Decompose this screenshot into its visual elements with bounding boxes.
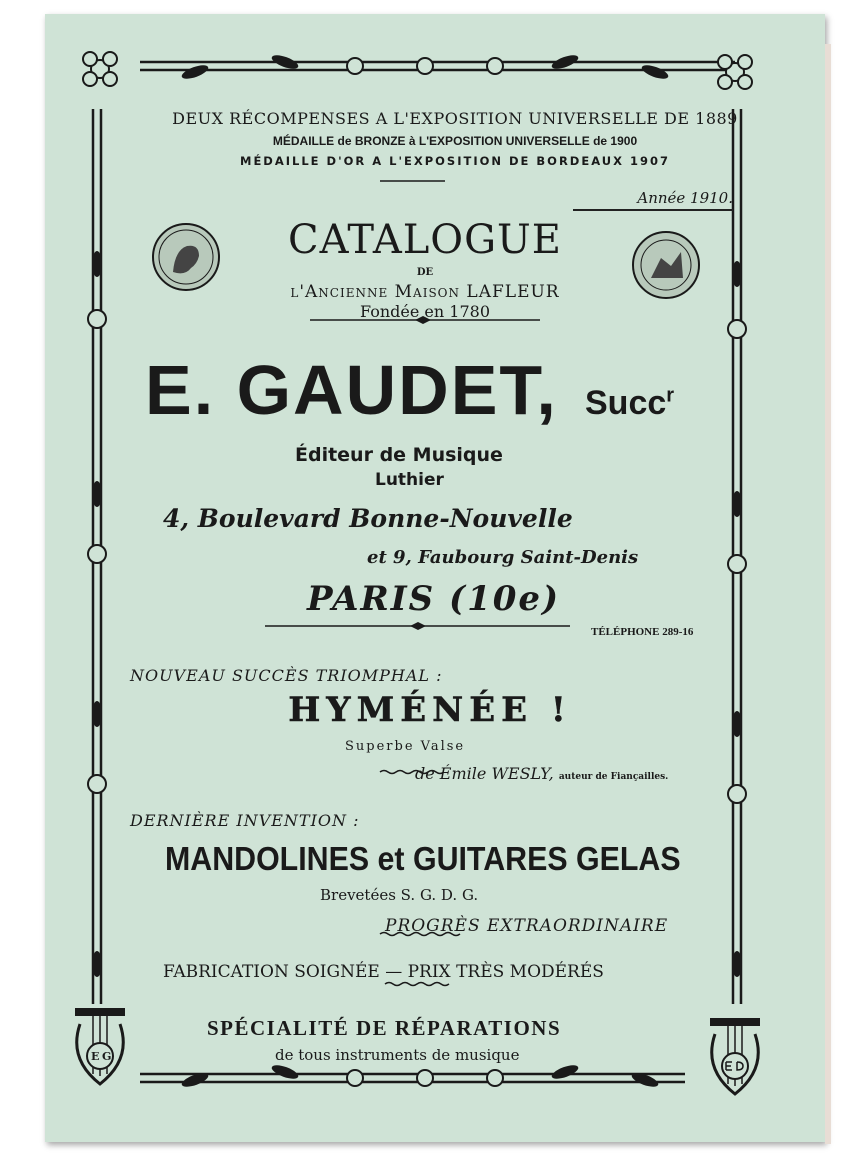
announcement-author: de Émile WESLY, auteur de Fiançailles. bbox=[415, 764, 669, 783]
catalogue-de: DE bbox=[416, 267, 434, 278]
lyre-monogram-right: G bbox=[102, 1050, 112, 1063]
medal-right-icon bbox=[631, 230, 701, 300]
company-name: E. GAUDET, bbox=[145, 351, 558, 429]
awards-line-1: DEUX RÉCOMPENSES A L'EXPOSITION UNIVERSELLE DE 1889 bbox=[172, 109, 738, 128]
medal-left-icon bbox=[151, 222, 221, 292]
year-label: Année 1910. bbox=[573, 189, 733, 211]
awards-line-3: MÉDAILLE D'OR A L'EXPOSITION DE BORDEAUX 1907 bbox=[240, 154, 670, 168]
lyre-right-icon bbox=[700, 1014, 770, 1109]
announcement-subtitle: Superbe Valse bbox=[345, 739, 466, 754]
lyre-monogram-left: E bbox=[91, 1050, 100, 1063]
repairs-title: SPÉCIALITÉ DE RÉPARATIONS bbox=[207, 1016, 562, 1040]
announcement-title: HYMÉNÉE ! bbox=[288, 690, 572, 730]
catalogue-title: CATALOGUE bbox=[288, 217, 562, 263]
company-role-luthier: Luthier bbox=[375, 470, 444, 490]
invention-patent: Brevetées S. G. D. G. bbox=[320, 886, 479, 904]
address-city: PARIS (10e) bbox=[307, 579, 561, 619]
catalogue-house: l'Ancienne Maison LAFLEUR bbox=[290, 282, 560, 302]
announcement-label: NOUVEAU SUCCÈS TRIOMPHAL : bbox=[130, 666, 443, 685]
catalogue-cover bbox=[45, 14, 825, 1142]
invention-tagline: PROGRÈS EXTRAORDINAIRE bbox=[385, 916, 669, 936]
invention-title: MANDOLINES et GUITARES GELAS bbox=[165, 840, 681, 877]
lyre-left-icon bbox=[65, 1004, 135, 1099]
invention-label: DERNIÈRE INVENTION : bbox=[130, 811, 360, 830]
telephone: TÉLÉPHONE 289-16 bbox=[591, 626, 694, 638]
address-line-2: et 9, Faubourg Saint-Denis bbox=[367, 547, 639, 568]
awards-line-2: MÉDAILLE de BRONZE à L'EXPOSITION UNIVERSELLE de 1900 bbox=[272, 134, 638, 148]
address-line-1: 4, Boulevard Bonne-Nouvelle bbox=[163, 504, 573, 533]
company-role-editor: Éditeur de Musique bbox=[295, 444, 503, 466]
company-succ: Succ$^r$ bbox=[585, 384, 675, 422]
repairs-subtitle: de tous instruments de musique bbox=[275, 1046, 520, 1064]
catalogue-founded: Fondée en 1780 bbox=[359, 302, 490, 321]
fabrication-line: FABRICATION SOIGNÉE — PRIX TRÈS MODÉRÉS bbox=[163, 962, 604, 982]
